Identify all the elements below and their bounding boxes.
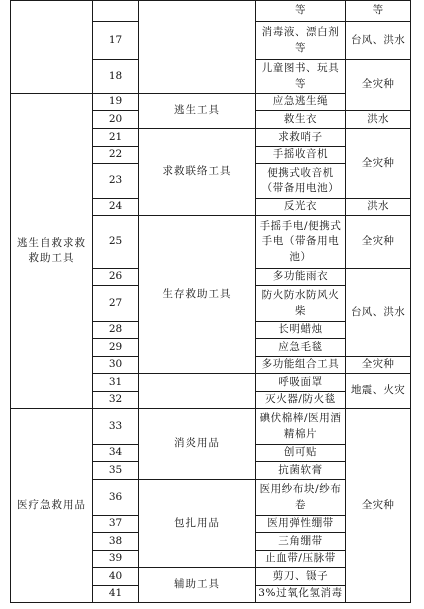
- item-number: 27: [93, 286, 139, 322]
- item-name: 剪刀、镊子: [256, 568, 346, 586]
- item-name: 应急毛毯: [256, 339, 346, 357]
- item-name: 多功能雨衣: [256, 269, 346, 286]
- subcategory-cell: 消炎用品: [139, 409, 256, 480]
- item-number: 28: [93, 322, 139, 339]
- item-number: 38: [93, 533, 139, 551]
- item-number: 21: [93, 129, 139, 147]
- item-number: 29: [93, 339, 139, 357]
- hazard-cell: 全灾种: [346, 409, 411, 603]
- hazard-cell: 台风、洪水: [346, 22, 411, 60]
- item-name: 医用弹性绷带: [256, 516, 346, 533]
- item-name: 等: [256, 1, 346, 22]
- item-name: 多功能组合工具: [256, 357, 346, 374]
- subcategory-cell: 求救联络工具: [139, 129, 256, 216]
- item-name: 应急逃生绳: [256, 94, 346, 111]
- hazard-cell: 地震、火灾: [346, 374, 411, 409]
- hazard-cell: 等: [346, 1, 411, 22]
- category-cell: 医疗急救用品: [11, 409, 93, 603]
- subcategory-cell: 辅助工具: [139, 568, 256, 603]
- category-cell: [11, 1, 93, 94]
- item-name: 救生衣: [256, 111, 346, 129]
- item-name: 三角绷带: [256, 533, 346, 551]
- item-number: 24: [93, 199, 139, 216]
- item-number: 22: [93, 147, 139, 164]
- hazard-cell: 洪水: [346, 111, 411, 129]
- item-name: 抗菌软膏: [256, 462, 346, 480]
- subcategory-cell: 逃生工具: [139, 94, 256, 129]
- item-name: 灭火器/防火毯: [256, 392, 346, 409]
- item-name: 止血带/压脉带: [256, 551, 346, 568]
- item-name: 手摇收音机: [256, 147, 346, 164]
- item-number: 33: [93, 409, 139, 445]
- item-name: 3%过氧化氢消毒: [256, 586, 346, 603]
- item-number: 19: [93, 94, 139, 111]
- hazard-cell: 全灾种: [346, 60, 411, 111]
- item-name: 呼吸面罩: [256, 374, 346, 392]
- item-name: 反光衣: [256, 199, 346, 216]
- item-number: 34: [93, 445, 139, 462]
- item-name: 长明蜡烛: [256, 322, 346, 339]
- item-number: [93, 1, 139, 22]
- item-name: 儿童图书、玩具等: [256, 60, 346, 94]
- hazard-cell: 全灾种: [346, 216, 411, 269]
- subcategory-cell: 生存救助工具: [139, 216, 256, 374]
- item-number: 20: [93, 111, 139, 129]
- item-number: 26: [93, 269, 139, 286]
- hazard-cell: 台风、洪水: [346, 269, 411, 357]
- table-row: [11, 1, 411, 22]
- item-number: 32: [93, 392, 139, 409]
- item-name: 手摇手电/便携式手电（带备用电池）: [256, 216, 346, 269]
- item-number: 37: [93, 516, 139, 533]
- item-name: 碘伏棉棒/医用酒精棉片: [256, 409, 346, 445]
- item-number: 35: [93, 462, 139, 480]
- table-row: [11, 409, 411, 445]
- item-name: 消毒液、漂白剂等: [256, 22, 346, 60]
- item-number: 30: [93, 357, 139, 374]
- item-number: 25: [93, 216, 139, 269]
- item-number: 41: [93, 586, 139, 603]
- item-number: 39: [93, 551, 139, 568]
- item-number: 17: [93, 22, 139, 60]
- hazard-cell: 全灾种: [346, 129, 411, 199]
- hazard-cell: 洪水: [346, 199, 411, 216]
- subcategory-cell: 包扎用品: [139, 480, 256, 568]
- supplies-table: [10, 0, 411, 603]
- item-name: 求救哨子: [256, 129, 346, 147]
- item-name: 防火防水防风火柴: [256, 286, 346, 322]
- item-name: 医用纱布块/纱布卷: [256, 480, 346, 516]
- hazard-cell: 全灾种: [346, 357, 411, 374]
- item-number: 40: [93, 568, 139, 586]
- item-number: 18: [93, 60, 139, 94]
- item-number: 36: [93, 480, 139, 516]
- category-cell: 逃生自救求救救助工具: [11, 94, 93, 409]
- subcategory-cell: [139, 374, 256, 409]
- item-name: 创可贴: [256, 445, 346, 462]
- item-number: 23: [93, 164, 139, 199]
- item-name: 便携式收音机（带备用电池）: [256, 164, 346, 199]
- subcategory-cell: [139, 1, 256, 94]
- item-number: 31: [93, 374, 139, 392]
